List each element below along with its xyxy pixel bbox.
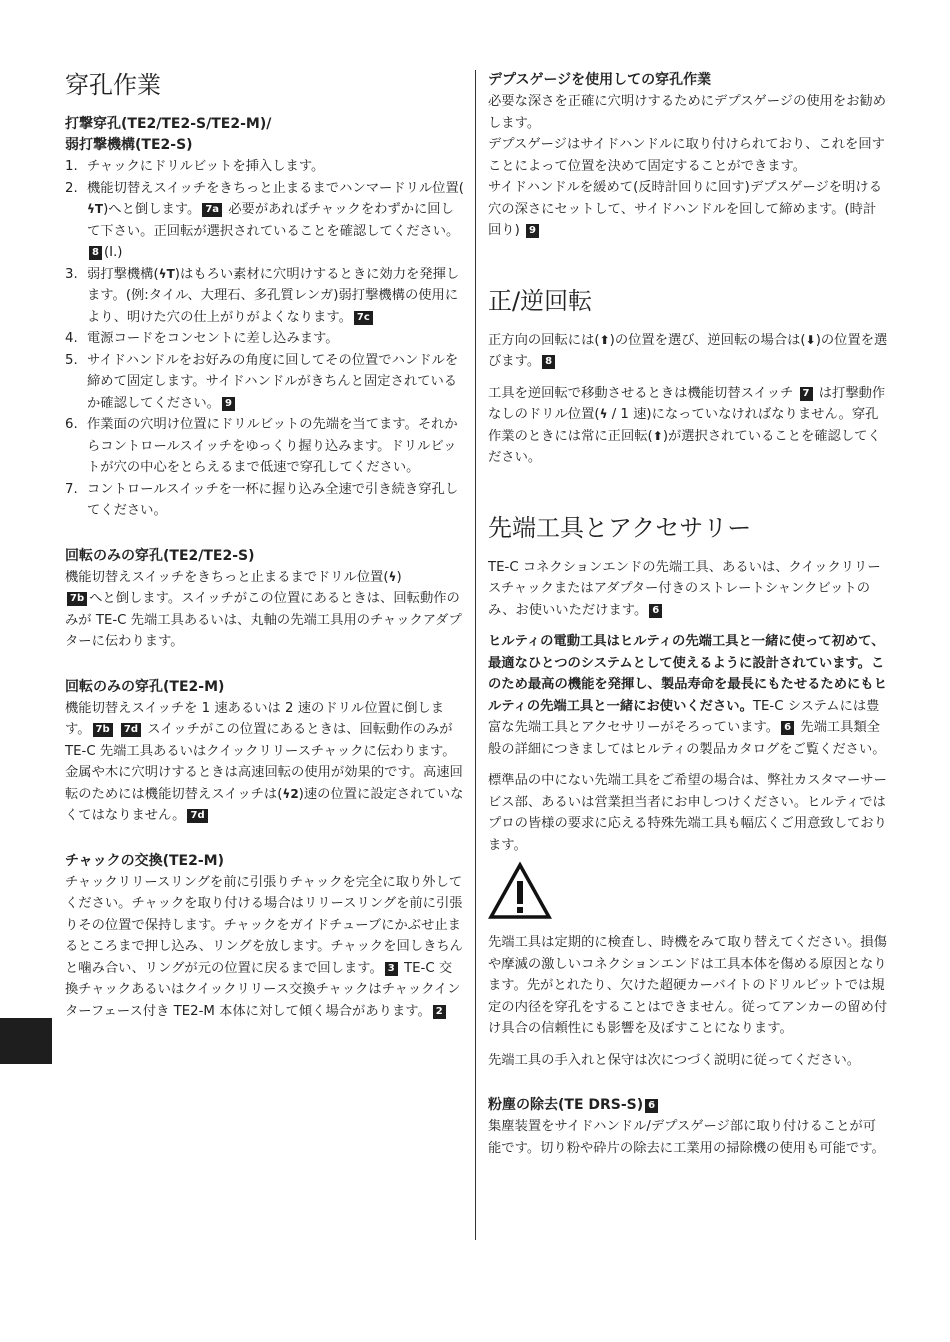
step-text: )はもろい素材に穴明けするときに効力を発揮します。(例:タイル、大理石、多孔質レンガ)弱打撃機構の使用により、明けた穴の仕上がりがよくなります。 [87,266,460,325]
figure-ref: 8 [89,246,102,260]
step-text: サイドハンドルをお好みの角度に回してその位置でハンドルを締めて固定します。サイドハンドルがきちんと固定されているか確認してください。 [87,352,459,411]
step-item [65,156,465,178]
step-text: )へと倒します。 [103,202,201,217]
drill-speed-icon: ϟ2 [282,786,299,801]
rotation-p2: 工具を逆回転で移動させるときは機能切替スイッチ 7 は打撃動作なしのドリル位置(ϟ / 1 速)になっていなければなりません。穿孔作業のときには常に正回転(⬆)が選択されていることを確認してください。 [488,385,886,465]
page-edge-tab [0,1018,52,1064]
figure-ref: 6 [781,721,794,735]
forward-arrow-icon: ⬆ [599,332,610,347]
step-number: 5. [65,352,78,368]
step-text: 機能切替えスイッチをきちっと止まるまでハンマードリル位置( [87,180,464,196]
step-number: 3. [65,266,78,282]
hammer-drill-icon: ϟT [87,202,104,216]
chuck-change-text: チャックリリースリングを前に引張りチャックを完全に取り外してください。チャックを取り付ける場合はリリースリングを前に引張りその位置で保持します。チャックをガイドチューブにかぶせ止まるところまで押し込み、リングを放します。チャックを回しきちんと噛み合い、リングが元の位置に戻るまで回します。 3 TE-C 交換チャックあるいはクイックリリース交換チャックはチャックインターフェース付き TE2-M 本体に対して傾く場合があります。 2 [65,874,463,1019]
rotary-only-text: 機能切替えスイッチをきちっと止まるまでドリル位置(ϟ) 7b へと倒します。スイッチがこの位置にあるときは、回転動作のみが TE-C 先端工具あるいは、丸軸の先端工具用のチャックアダプターに伝わります。 [65,567,465,653]
figure-ref: 3 [385,962,398,976]
accessories-p3: 標準品の中にない先端工具をご希望の場合は、弊社カスタマーサービス部、あるいは営業担当者にお申しつけください。ヒルティではプロの皆様の要求に応える特殊先端工具も幅広くご用意致しております。 [488,773,887,853]
figure-ref: 9 [222,397,235,411]
figure-ref: 6 [649,604,662,618]
drill-mode-icon: ϟ [388,569,397,584]
step-text: 弱打撃機構( [87,266,159,282]
figure-ref: 9 [526,224,539,238]
figure-ref: 7b [93,723,113,737]
step-text: 電源コードをコンセントに差し込みます。 [87,331,339,346]
figure-ref: 7b [67,592,87,606]
step-number: 2. [65,180,78,196]
heading-hammer-drilling-1: 打撃穿孔(TE2/TE2-S/TE2-M)/ [65,116,272,132]
step-text: 作業面の穴明け位置にドリルビットの先端を当てます。それからコントロールスイッチをゆっくり握り込みます。ドリルビットが穴の中心をとらえるまで低速で穿孔してください。 [87,417,458,475]
step-text: (I.) [103,245,123,260]
column-divider [475,70,476,1240]
accessories-p1: TE-C コネクションエンドの先端工具、あるいは、クイックリリースチャックまたはアダプター付きのストレートシャンクビットのみ、お使いいただけます。 6 [488,559,881,618]
step-item [65,178,465,264]
hammer-drill-icon: ϟT [158,266,175,281]
heading-rotary-only-te2m: 回転のみの穿孔(TE2-M) [65,678,225,695]
step-number: 7. [65,481,78,497]
figure-ref: 6 [645,1099,658,1113]
step-number: 1. [65,159,78,174]
step-text: チャックにドリルビットを挿入します。 [87,159,325,174]
dust-removal-text: 集塵装置をサイドハンドル/デプスゲージ部に取り付けることが可能です。切り粉や砕片の除去に工業用の掃除機の使用も可能です。 [488,1119,885,1156]
step-item [65,264,465,329]
figure-ref: 8 [542,355,555,369]
step-text: 必要があればチャックをわずかに回して下さい。正回転が選択されていることを確認してください。 [87,202,460,239]
rotation-p1: 正方向の回転には(⬆)の位置を選び、逆回転の場合は(⬇)の位置を選びます。 8 [488,330,888,373]
depth-gauge-p1: 必要な深さを正確に穴明けするためにデプスゲージの使用をお勧めします。 [488,94,887,131]
heading-chuck-change: チャックの交換(TE2-M) [65,852,224,869]
accessories-p5: 先端工具の手入れと保守は次につづく説明に従ってください。 [488,1052,861,1068]
section-title-drilling: 穿孔作業 [65,71,161,99]
step-item [65,350,465,415]
step-text: コントロールスイッチを一杯に握り込み全速で引き続き穿孔してください。 [87,481,459,518]
section-title-rotation: 正/逆回転 [488,286,593,315]
depth-gauge-p3: サイドハンドルを緩めて(反時計回りに回す)デプスゲージを明ける穴の深さにセットして、サイドハンドルを回して締めます。(時計回り) 9 [488,180,882,238]
section-title-accessories: 先端工具とアクセサリー [488,513,752,542]
step-item [65,414,465,479]
figure-ref: 2 [433,1005,446,1019]
warning-icon [488,862,888,924]
right-column [488,70,888,1159]
step-item [65,479,465,522]
drilling-steps-list [65,156,465,522]
figure-ref: 7d [121,723,141,737]
drill-mode-icon: ϟ [599,407,608,421]
heading-hammer-drilling-2: 弱打撃機構(TE2-S) [65,137,193,153]
rotary-only-te2m-text: 機能切替えスイッチを 1 速あるいは 2 速のドリル位置に倒します。 7b 7d スイッチがこの位置にあるときは、回転動作のみが TE-C 先端工具あるいはクイックリリースチャックに伝わります。 [65,700,456,759]
heading-depth-gauge: デプスゲージを使用しての穿孔作業 [488,72,712,88]
figure-ref: 7 [800,387,813,401]
left-column [65,70,465,1022]
step-number: 6. [65,417,78,432]
accessories-p4: 先端工具は定期的に検査し、時機をみて取り替えてください。損傷や摩滅の激しいコネクションエンドは工具本体を傷める原因となります。先がとれたり、欠けた超硬カーバイトのドリルビットでは規定の内径を穿孔をすることはできません。従ってアンカーの留め付け具合の信頼性にも影響を及ぼすことになります。 [488,935,888,1036]
reverse-arrow-icon: ⬇ [805,332,816,347]
figure-ref: 7c [354,311,373,325]
step-number: 4. [65,331,78,346]
figure-ref: 7d [187,809,207,823]
high-speed-text: 金属や木に穴明けするときは高速回転の使用が効果的です。高速回転のためには機能切替えスイッチは(ϟ2)速の位置に設定されていなくてはなりません。 7d [65,765,464,823]
heading-rotary-only: 回転のみの穿孔(TE2/TE2-S) [65,547,255,564]
accessories-p2: ヒルティの電動工具はヒルティの先端工具と一緒に使って初めて、最適なひとつのシステムとして使えるように設計されています。このため最高の機能を発揮し、製品寿命を最長にもたせるためにもヒルティの先端工具と一緒にお使いください。TE-C システムには豊富な先端工具とアクセサリーがそろっています。 6 先端工具類全般の詳細につきましてはヒルティの製品カタログをご覧ください。 [488,634,887,757]
depth-gauge-p2: デプスゲージはサイドハンドルに取り付けられており、これを回すことによって位置を決めて固定することができます。 [488,137,885,174]
forward-arrow-icon: ⬆ [652,428,663,443]
step-item [65,328,465,350]
heading-dust-removal: 粉塵の除去(TE DRS-S) 6 [488,1095,888,1116]
figure-ref: 7a [202,203,222,217]
